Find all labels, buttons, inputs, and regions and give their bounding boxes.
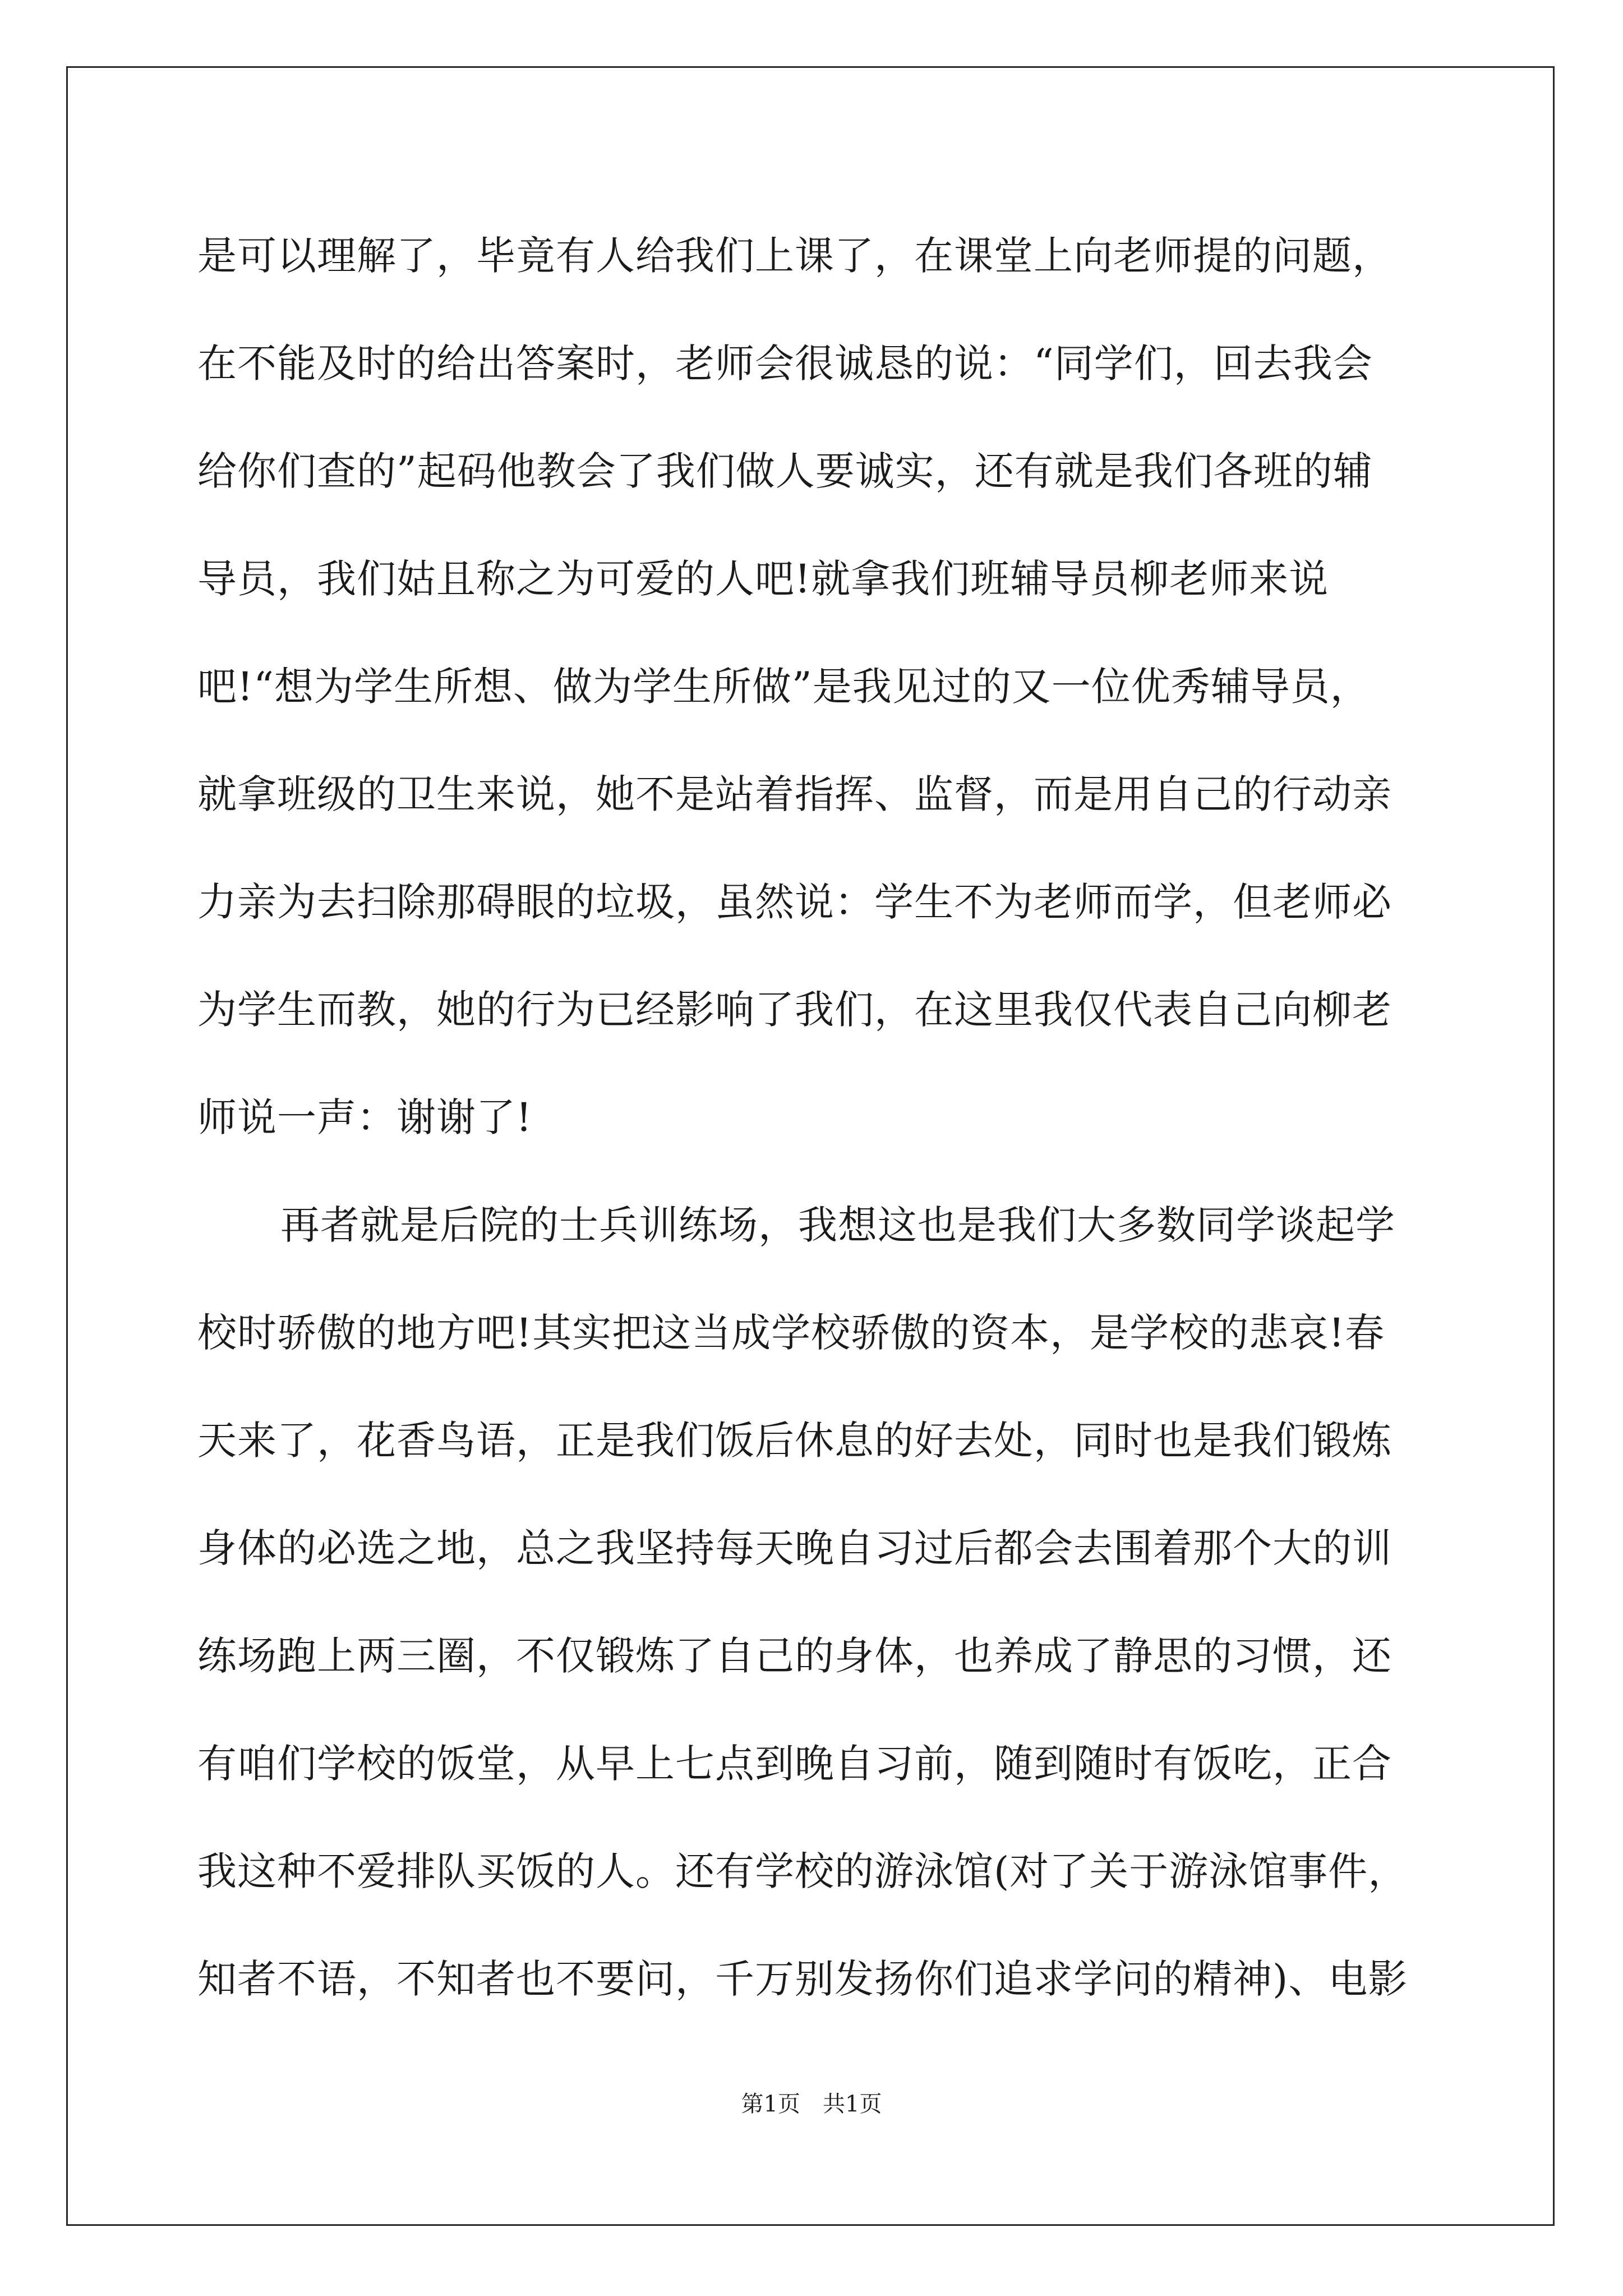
text-line: 为学生而教，她的行为已经影响了我们，在这里我仅代表自己向柳老 [197, 987, 1392, 1033]
text-line: 天来了，花香鸟语，正是我们饭后休息的好去处，同时也是我们锻炼 [197, 1418, 1392, 1464]
text-line: 知者不语，不知者也不要问，千万别发扬你们追求学问的精神)、电影 [197, 1956, 1408, 2002]
text-line: 师说一声：谢谢了! [197, 1094, 533, 1140]
text-line: 我这种不爱排队买饭的人。还有学校的游泳馆(对了关于游泳馆事件， [197, 1848, 1408, 1894]
text-line: 导员，我们姑且称之为可爱的人吧!就拿我们班辅导员柳老师来说 [197, 556, 1329, 602]
text-line: 就拿班级的卫生来说，她不是站着指挥、监督，而是用自己的行动亲 [197, 771, 1392, 817]
text-line: 校时骄傲的地方吧!其实把这当成学校骄傲的资本，是学校的悲哀!春 [197, 1310, 1385, 1356]
text-line: 再者就是后院的士兵训练场，我想这也是我们大多数同学谈起学 [280, 1202, 1395, 1248]
text-line: 身体的必选之地，总之我坚持每天晚自习过后都会去围着那个大的训 [197, 1525, 1392, 1571]
text-line: 有咱们学校的饭堂，从早上七点到晚自习前，随到随时有饭吃，正合 [197, 1741, 1392, 1787]
text-line: 给你们查的”起码他教会了我们做人要诚实，还有就是我们各班的辅 [197, 448, 1373, 494]
text-line: 是可以理解了，毕竟有人给我们上课了，在课堂上向老师提的问题， [197, 233, 1392, 279]
document-body [197, 202, 1465, 2033]
text-line: 在不能及时的给出答案时，老师会很诚恳的说：“同学们，回去我会 [197, 341, 1373, 386]
text-line: 力亲为去扫除那碍眼的垃圾，虽然说：学生不为老师而学，但老师必 [197, 879, 1392, 925]
page-footer [0, 2090, 1623, 2118]
page-number: 第1页 [741, 2091, 800, 2117]
page-total: 共1页 [823, 2091, 882, 2117]
text-line: 练场跑上两三圈，不仅锻炼了自己的身体，也养成了静思的习惯，还 [197, 1633, 1392, 1679]
text-line: 吧!“想为学生所想、做为学生所做”是我见过的又一位优秀辅导员， [197, 664, 1370, 710]
